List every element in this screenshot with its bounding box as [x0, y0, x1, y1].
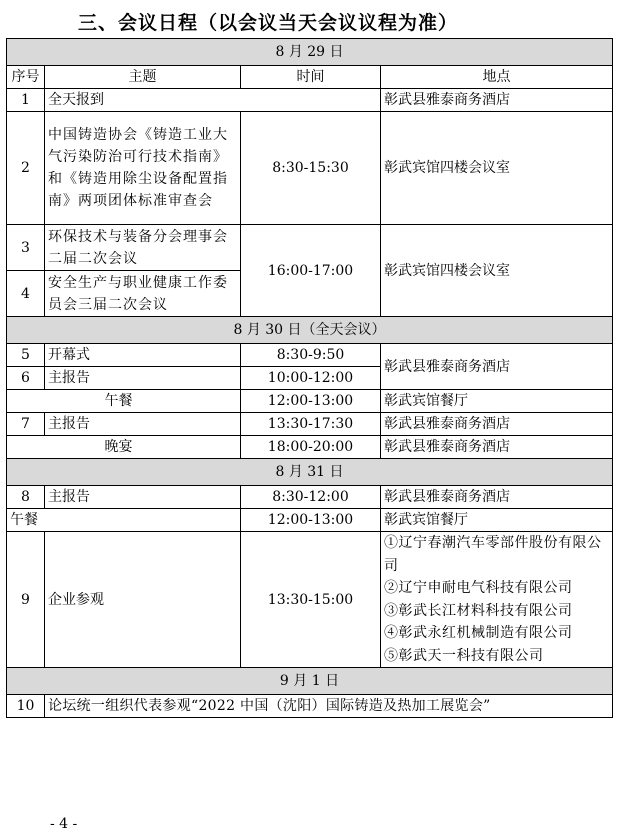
header-no: 序号	[7, 66, 45, 89]
section-heading: 三、会议日程（以会议当天会议议程为准）	[78, 12, 459, 34]
table-header-row	[7, 66, 613, 89]
row-time: 18:00-20:00	[241, 436, 381, 459]
row-topic: 开幕式	[45, 344, 241, 367]
row-topic: 主报告	[45, 367, 241, 390]
row-no: 7	[7, 413, 45, 436]
lunch-label: 午餐	[7, 509, 241, 532]
table-row	[7, 344, 613, 367]
header-place: 地点	[381, 66, 613, 89]
row-no: 5	[7, 344, 45, 367]
day-row-aug31	[7, 459, 613, 486]
table-row	[7, 486, 613, 509]
table-row	[7, 390, 613, 413]
day-row-sep1	[7, 668, 613, 695]
row-time: 13:30-15:00	[241, 532, 381, 668]
row-time: 8:30-9:50	[241, 344, 381, 367]
row-topic: 全天报到	[45, 89, 381, 112]
row-no: 8	[7, 486, 45, 509]
day-row-aug29	[7, 39, 613, 66]
row-topic: 中国铸造协会《铸造工业大气污染防治可行技术指南》和《铸造用除尘设备配置指南》两项团体标准审查会	[45, 112, 241, 225]
row-place: 彰武县雅泰商务酒店	[381, 486, 613, 509]
row-place: 彰武宾馆餐厅	[381, 390, 613, 413]
row-time: 16:00-17:00	[241, 225, 381, 317]
row-topic: 安全生产与职业健康工作委员会三届二次会议	[45, 271, 241, 317]
row-place: 彰武宾馆四楼会议室	[381, 112, 613, 225]
row-place: 彰武宾馆四楼会议室	[381, 225, 613, 317]
company-item: ③彰武长江材料科技有限公司	[384, 602, 573, 619]
row-no: 1	[7, 89, 45, 112]
row-no: 2	[7, 112, 45, 225]
company-item: ①辽宁春潮汽车零部件股份有限公司	[384, 535, 602, 574]
row-topic: 环保技术与装备分会理事会二届二次会议	[45, 225, 241, 271]
schedule-table	[6, 38, 613, 718]
day-title: 8 月 30 日（全天会议）	[7, 317, 613, 344]
row-place: 彰武县雅泰商务酒店	[381, 89, 613, 112]
table-row	[7, 413, 613, 436]
row-place: 彰武县雅泰商务酒店	[381, 413, 613, 436]
company-item: ④彰武永红机械制造有限公司	[384, 625, 573, 641]
day-title: 8 月 29 日	[7, 39, 613, 66]
day-row-aug30	[7, 317, 613, 344]
row-no: 4	[7, 271, 45, 317]
company-item: ⑤彰武天一科技有限公司	[384, 647, 544, 664]
day-title: 8 月 31 日	[7, 459, 613, 486]
row-topic: 主报告	[45, 486, 241, 509]
dinner-label: 晚宴	[45, 436, 241, 459]
row-topic: 主报告	[45, 413, 241, 436]
row-time: 8:30-12:00	[241, 486, 381, 509]
page-number: - 4 -	[50, 816, 78, 832]
row-time: 12:00-13:00	[241, 390, 381, 413]
row-time: 8:30-15:30	[241, 112, 381, 225]
row-place: 彰武县雅泰商务酒店	[381, 344, 613, 390]
row-place-list	[381, 532, 613, 668]
header-time: 时间	[241, 66, 381, 89]
table-row	[7, 225, 613, 271]
table-row	[7, 532, 613, 668]
header-topic: 主题	[45, 66, 241, 89]
row-topic: 论坛统一组织代表参观“2022 中国（沈阳）国际铸造及热加工展览会”	[45, 695, 613, 718]
row-time: 13:30-17:30	[241, 413, 381, 436]
table-row	[7, 89, 613, 112]
lunch-label: 午餐	[45, 390, 241, 413]
company-list	[384, 532, 609, 667]
row-place: 彰武县雅泰商务酒店	[381, 436, 613, 459]
table-row	[7, 695, 613, 718]
company-item: ②辽宁申耐电气科技有限公司	[384, 580, 573, 596]
table-row	[7, 436, 613, 459]
row-time: 12:00-13:00	[241, 509, 381, 532]
row-time: 10:00-12:00	[241, 367, 381, 390]
row-topic: 企业参观	[45, 532, 241, 668]
row-no: 10	[7, 695, 45, 718]
row-no: 9	[7, 532, 45, 668]
day-title: 9 月 1 日	[7, 668, 613, 695]
row-no: 6	[7, 367, 45, 390]
table-row	[7, 509, 613, 532]
table-row	[7, 112, 613, 225]
row-place: 彰武宾馆餐厅	[381, 509, 613, 532]
row-no: 3	[7, 225, 45, 271]
